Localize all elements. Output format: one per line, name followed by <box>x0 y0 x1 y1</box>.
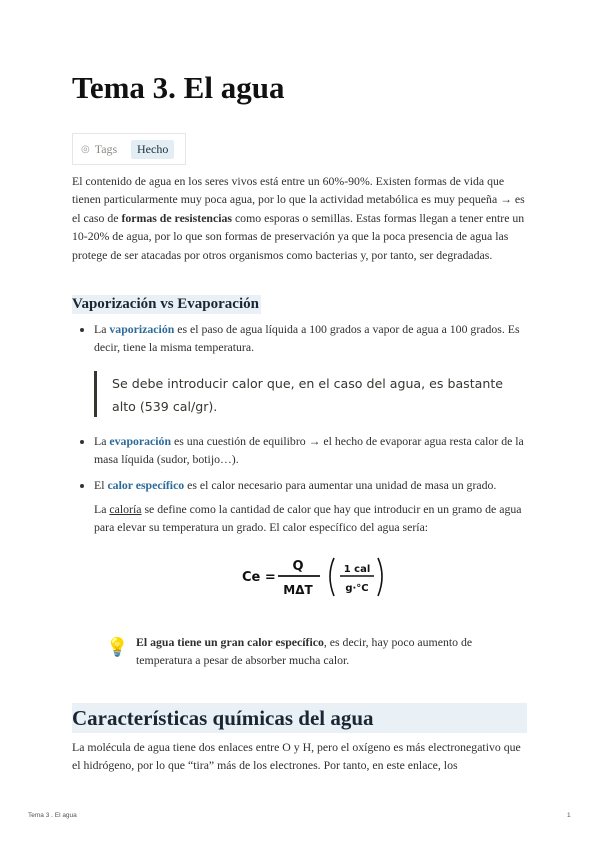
section-heading-vaporizacion: Vaporización vs Evaporación <box>72 296 259 312</box>
unit-numerator: 1 cal <box>343 564 371 575</box>
tag-chip[interactable]: Hecho <box>131 140 174 159</box>
unit-denominator: g·°C <box>345 583 369 594</box>
page-number: 1 <box>567 812 571 819</box>
quote-bar <box>94 371 97 417</box>
term-evaporacion: evaporación <box>109 434 172 448</box>
bullet-dot <box>80 484 84 488</box>
footer-title: Tema 3 . El agua <box>28 812 77 819</box>
caloria-paragraph <box>94 500 526 537</box>
caloria-text: La <box>94 502 110 516</box>
intro-bold: formas de resistencias <box>121 210 232 225</box>
page-title: Tema 3. El agua <box>72 70 285 105</box>
formula-lhs: Ce = <box>242 570 276 585</box>
term-vaporizacion: vaporización <box>109 322 175 336</box>
bullet-text: es el paso de agua líquida a 100 grados a vapor de agua a 100 grados. Es decir, tiene la misma temperatura. <box>94 322 520 355</box>
lightbulb-icon: 💡 <box>106 637 129 657</box>
specific-heat-formula <box>240 552 390 602</box>
intro-paragraph <box>72 172 528 264</box>
bullet-evaporacion <box>94 432 526 469</box>
quote-text: Se debe introducir calor que, en el caso del agua, es bastante alto (539 cal/gr). <box>112 376 504 414</box>
bullet-dot <box>80 328 84 332</box>
formula-numerator: Q <box>292 559 304 574</box>
bullet-text: es el calor necesario para aumentar una unidad de masa un grado. <box>184 478 497 492</box>
paren-left <box>330 558 334 596</box>
intro-text-1: El contenido de agua en los seres vivos está entre un 60%-90%. Existen formas de vida que tienen particularmente muy poca agua, por lo que la actividad metabólica es muy pequeña → es el caso de <box>72 174 525 225</box>
section-heading-caracteristicas: Características químicas del agua <box>72 703 527 733</box>
caloria-text: se define como la cantidad de calor que hay que introducir en un gramo de agua para elevar su temperatura un grado. El calor específico del agua sería: <box>94 502 522 535</box>
callout-text <box>136 633 526 670</box>
bullet-text: es una cuestión de equilibro → el hecho de evaporar agua resta calor de la masa líquida (sudor, botijo…). <box>94 434 524 467</box>
bullet-text: La <box>94 434 110 448</box>
callout-bold: El agua tiene un gran calor específico <box>136 635 324 649</box>
section2-paragraph: La molécula de agua tiene dos enlaces entre O y H, pero el oxígeno es más electronegativo que el hidrógeno, por lo que “tira” más de los electrones. Por tanto, en este enlace, los <box>72 740 521 773</box>
term-calor-especifico: calor específico <box>107 478 185 492</box>
list-icon: ◎ <box>81 143 90 155</box>
tags-property <box>72 133 186 165</box>
bullet-text: El <box>94 478 108 492</box>
tags-label <box>73 142 131 157</box>
callout-body: , es decir, hay poco aumento de temperatura a pesar de absorber mucha calor. <box>136 635 473 668</box>
bullet-vaporizacion <box>94 320 526 357</box>
caloria-link[interactable]: caloría <box>109 502 142 516</box>
formula-denominator: MΔT <box>283 583 313 597</box>
paren-right <box>378 558 382 596</box>
tags-key-text: Tags <box>94 141 118 156</box>
bullet-text: La <box>94 322 110 336</box>
bullet-dot <box>80 440 84 444</box>
intro-text-2: como esporas o semillas. Estas formas llegan a tener entre un 10-20% de agua, por lo que son formas de preservación ya que la poca presencia de agua las protege de ser atacadas por otros organismos como bacterias y, por tanto, ser degradadas. <box>72 210 525 262</box>
bullet-calor-especifico <box>94 476 526 494</box>
